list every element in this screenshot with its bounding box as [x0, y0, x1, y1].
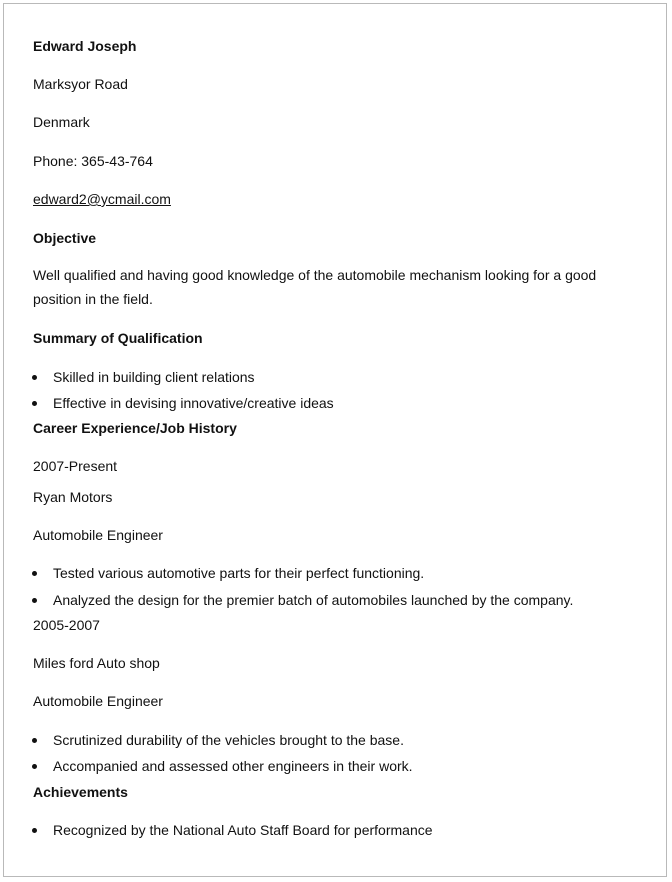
- street-address: Marksyor Road: [33, 76, 128, 92]
- email-link[interactable]: edward2@ycmail.com: [33, 191, 171, 207]
- job-title: Automobile Engineer: [33, 693, 163, 709]
- objective-text: Well qualified and having good knowledge of the automobile mechanism looking for a good position in the field.: [33, 267, 597, 307]
- job-duty: Accompanied and assessed other engineers in their work.: [53, 758, 413, 774]
- phone-number: Phone: 365-43-764: [33, 153, 153, 169]
- objective-heading: Objective: [33, 230, 97, 246]
- career-heading: Career Experience/Job History: [33, 420, 237, 436]
- job-duty: Tested various automotive parts for their perfect functioning.: [53, 565, 425, 581]
- summary-heading: Summary of Qualification: [33, 330, 203, 346]
- achievements-heading: Achievements: [33, 784, 128, 800]
- job-title: Automobile Engineer: [33, 527, 163, 543]
- candidate-name: Edward Joseph: [33, 38, 137, 54]
- job-company: Ryan Motors: [33, 489, 113, 505]
- job-period: 2005-2007: [33, 617, 100, 633]
- country: Denmark: [33, 114, 90, 130]
- job-duty: Scrutinized durability of the vehicles brought to the base.: [53, 732, 404, 748]
- job-duty: Analyzed the design for the premier batch of automobiles launched by the company.: [53, 592, 574, 608]
- job-period: 2007-Present: [33, 458, 118, 474]
- job-company: Miles ford Auto shop: [33, 655, 160, 671]
- summary-item: Effective in devising innovative/creative ideas: [53, 395, 334, 411]
- achievement-item: Recognized by the National Auto Staff Board for performance: [53, 822, 433, 838]
- summary-item: Skilled in building client relations: [53, 369, 255, 385]
